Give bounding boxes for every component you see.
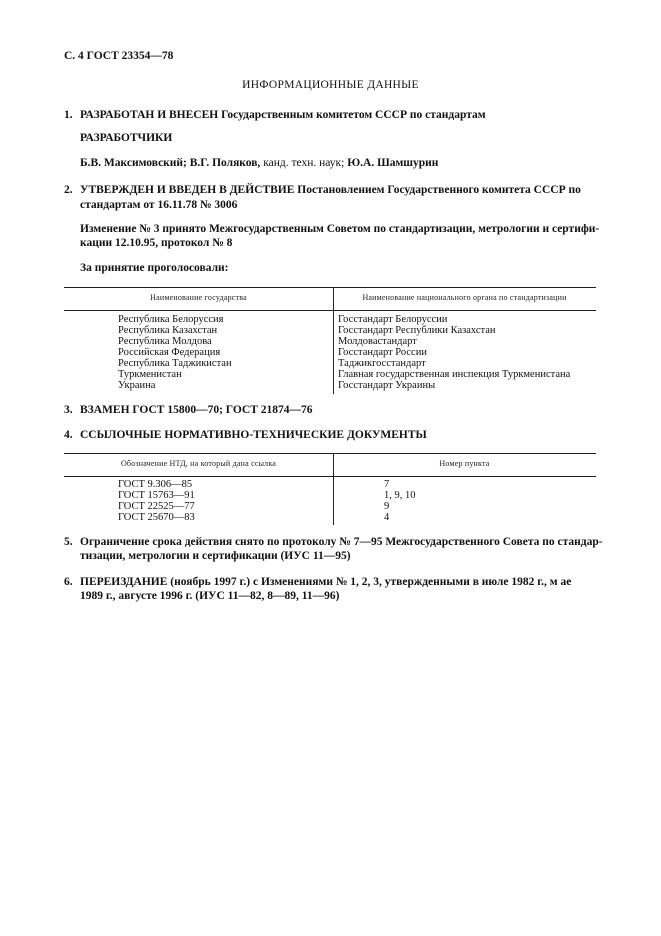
table2-points-column <box>384 479 416 523</box>
table-cell-organ: Госстандарт России <box>338 347 427 358</box>
change-note-line1: Изменение № 3 принято Межгосударственным Советом по стандартизации, метрологии и сертифи- <box>80 223 600 235</box>
table2-header-point: Номер пункта <box>439 459 490 468</box>
table-cell-doc: ГОСТ 9.306—85 <box>118 479 193 490</box>
section-5-number: 5. <box>64 536 73 548</box>
table-cell-state: Республика Таджикистан <box>118 358 232 369</box>
table-cell-organ: Госстандарт Украины <box>338 380 436 391</box>
developer-degree: канд. техн. наук; <box>263 157 345 169</box>
table-cell-organ: Госстандарт Белоруссии <box>338 314 448 325</box>
table1-states-column <box>118 314 232 391</box>
table-cell-organ: Таджикгосстандарт <box>338 358 426 369</box>
developers-list <box>80 156 438 170</box>
section-1-text: РАЗРАБОТАН И ВНЕСЕН Государственным комитетом СССР по стандартам <box>80 109 486 121</box>
developer-names-1: Б.В. Максимовский; В.Г. Поляков, <box>80 157 261 169</box>
table-cell-organ: Госстандарт Республики Казахстан <box>338 325 496 336</box>
developers-label: РАЗРАБОТЧИКИ <box>80 132 173 144</box>
section-3-number: 3. <box>64 404 73 416</box>
table-cell-organ: Главная государственная инспекция Туркменистана <box>338 369 571 380</box>
section-6-line2: 1989 г., августе 1996 г. (ИУС 11—82, 8—89, 11—96) <box>80 590 340 602</box>
section-2-number: 2. <box>64 184 73 196</box>
table-cell-organ: Молдовастандарт <box>338 336 417 347</box>
developer-names-2: Ю.А. Шамшурин <box>347 157 439 169</box>
section-6-line1: ПЕРЕИЗДАНИЕ (ноябрь 1997 г.) с Изменениями № 1, 2, 3, утвержденными в июле 1982 г., м ае <box>80 576 572 588</box>
section-2-line1: УТВЕРЖДЕН И ВВЕДЕН В ДЕЙСТВИЕ Постановлением Государственного комитета СССР по <box>80 184 581 196</box>
table-cell-point: 7 <box>384 479 390 490</box>
section-2-line2: стандартам от 16.11.78 № 3006 <box>80 199 238 211</box>
table-cell-state: Республика Казахстан <box>118 325 218 336</box>
table-cell-state: Украина <box>118 380 156 391</box>
section-1-number: 1. <box>64 109 73 121</box>
voted-label: За принятие проголосовали: <box>80 262 229 274</box>
section-4-text: ССЫЛОЧНЫЕ НОРМАТИВНО-ТЕХНИЧЕСКИЕ ДОКУМЕНТЫ <box>80 429 427 441</box>
table-cell-point: 4 <box>384 512 390 523</box>
table-cell-doc: ГОСТ 15763—91 <box>118 490 195 501</box>
change-note-line2: кации 12.10.95, протокол № 8 <box>80 237 233 249</box>
table1-header-organ: Наименование национального органа по стандартизации <box>362 293 567 302</box>
table-cell-point: 9 <box>384 501 390 512</box>
section-5-line1: Ограничение срока действия снято по протоколу № 7—95 Межгосударственного Совета по стандар- <box>80 536 603 548</box>
table-cell-state: Туркменистан <box>118 369 182 380</box>
section-5-line2: тизации, метрологии и сертификации (ИУС 11—95) <box>80 550 351 562</box>
table2-header-doc: Обозначение НТД, на который дана ссылка <box>120 459 277 468</box>
section-6-number: 6. <box>64 576 73 588</box>
table1-organs-column <box>338 314 570 391</box>
table1-header-rule <box>64 310 596 311</box>
table2-header-rule <box>64 476 596 477</box>
table1-column-divider <box>333 287 334 394</box>
table-cell-state: Республика Молдова <box>118 336 212 347</box>
table2-docs-column <box>118 479 195 523</box>
table-cell-doc: ГОСТ 22525—77 <box>118 501 195 512</box>
table-cell-point: 1, 9, 10 <box>384 490 416 501</box>
page-title: ИНФОРМАЦИОННЫЕ ДАННЫЕ <box>242 79 419 91</box>
table-cell-state: Российская Федерация <box>118 347 221 358</box>
table-cell-doc: ГОСТ 25670—83 <box>118 512 195 523</box>
section-3-text: ВЗАМЕН ГОСТ 15800—70; ГОСТ 21874—76 <box>80 404 313 416</box>
table1-top-rule <box>64 287 596 288</box>
table1-header-state: Наименование государства <box>150 293 247 302</box>
section-4-number: 4. <box>64 429 73 441</box>
table-cell-state: Республика Белоруссия <box>118 314 224 325</box>
table2-top-rule <box>64 453 596 454</box>
page-header: С. 4 ГОСТ 23354—78 <box>64 50 174 62</box>
